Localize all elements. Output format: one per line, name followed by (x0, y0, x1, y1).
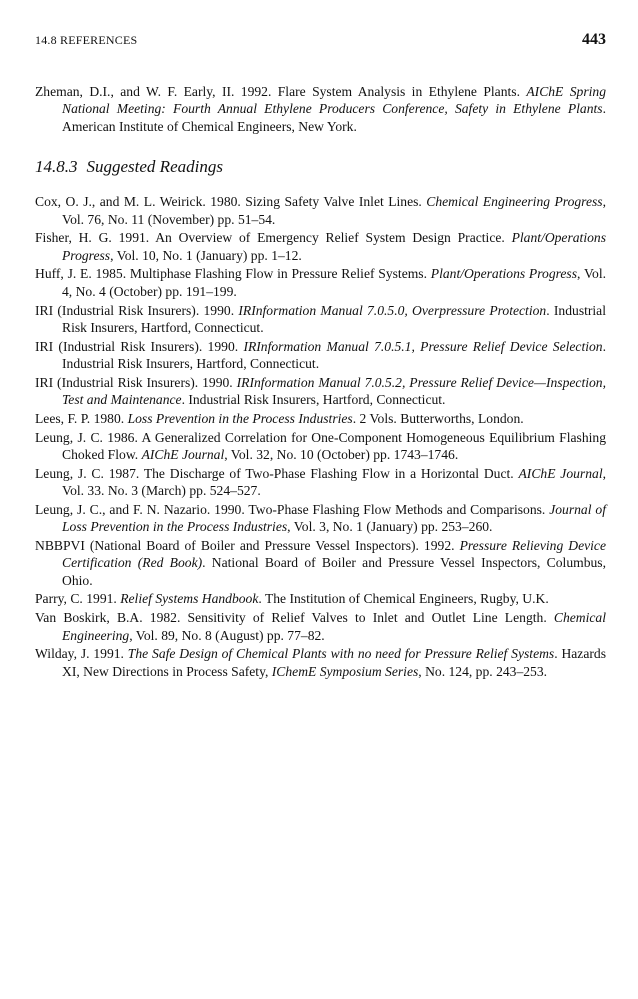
references-content (35, 83, 606, 681)
reference-text: Huff, J. E. 1985. Multiphase Flashing Flow in Pressure Relief Systems. (35, 266, 431, 282)
reference-text: , Vol. 10, No. 1 (January) pp. 1–12. (110, 247, 302, 263)
reference-text: Zheman, D.I., and W. F. Early, II. 1992. Flare System Analysis in Ethylene Plants. (35, 84, 527, 99)
reference-entry (35, 645, 606, 680)
reference-entry (35, 302, 606, 337)
reference-entry (35, 590, 606, 607)
reference-text: , Vol. 33. No. 3 (March) pp. 524–527. (62, 465, 606, 499)
section-title: Suggested Readings (86, 157, 223, 177)
reference-italic-text: IChemE Symposium Series (271, 663, 419, 679)
reference-text: Parry, C. 1991. (35, 591, 121, 607)
reference-entry (35, 537, 606, 589)
running-head (35, 31, 606, 51)
reference-text: Wilday, J. 1991. (35, 646, 128, 662)
reference-italic-text: IRInformation Manual 7.0.5.1, Pressure Relief Device Selection (243, 338, 603, 354)
reference-text: . 2 Vols. Butterworths, London. (352, 410, 524, 426)
reference-text: Fisher, H. G. 1991. An Overview of Emergency Relief System Design Practice. (35, 230, 512, 246)
reference-text: IRI (Industrial Risk Insurers). 1990. (35, 338, 244, 354)
reference-text: . Hazards XI, New Directions in Process Safety, (62, 646, 606, 679)
reference-entry (35, 193, 606, 228)
reference-italic-text: AIChE Spring National Meeting: Fourth Annual Ethylene Producers Conference, Safety in Ethylene Plants (62, 84, 606, 117)
reference-italic-text: Relief Systems Handbook (120, 591, 259, 607)
reference-text: , Vol. 76, No. 11 (November) pp. 51–54. (62, 194, 606, 227)
suggested-readings-list (35, 193, 606, 680)
running-section-title: 14.8 REFERENCES (35, 33, 138, 47)
reference-entry (35, 465, 606, 500)
reference-entry (35, 265, 606, 300)
reference-text: . Industrial Risk Insurers, Hartford, Connecticut. (62, 338, 607, 372)
reference-italic-text: Journal of Loss Prevention in the Process Industries (62, 501, 606, 535)
reference-entry (35, 429, 606, 464)
reference-text: IRI (Industrial Risk Insurers). 1990. (35, 302, 239, 318)
reference-italic-text: IRInformation Manual 7.0.5.0, Overpressure Protection (238, 302, 547, 318)
reference-text: Cox, O. J., and M. L. Weirick. 1980. Sizing Safety Valve Inlet Lines. (35, 194, 427, 210)
reference-entry (35, 410, 606, 427)
reference-text: Van Boskirk, B.A. 1982. Sensitivity of Relief Valves to Inlet and Outlet Line Length. (35, 610, 554, 626)
reference-text: Leung, J. C. 1987. The Discharge of Two-Phase Flashing Flow in a Horizontal Duct. (35, 465, 519, 481)
reference-entry (35, 338, 606, 373)
reference-italic-text: Plant/Operations Progress (62, 230, 606, 263)
reference-entry (35, 501, 606, 536)
reference-text: , No. 124, pp. 243–253. (418, 663, 548, 679)
reference-text: . Industrial Risk Insurers, Hartford, Connecticut. (181, 392, 446, 408)
reference-entry (35, 609, 606, 644)
reference-text: NBBPVI (National Board of Boiler and Pressure Vessel Inspectors). 1992. (35, 537, 460, 553)
reference-italic-text: Plant/Operations Progress (430, 266, 578, 282)
reference-list-continued (35, 83, 606, 135)
reference-text: , Vol. 3, No. 1 (January) pp. 253–260. (287, 519, 493, 535)
reference-text: Leung, J. C. 1986. A Generalized Correlation for One-Component Homogeneous Equilibrium Flashing Choked Flow. (35, 429, 606, 462)
reference-text: , Vol. 4, No. 4 (October) pp. 191–199. (62, 266, 606, 299)
reference-text: . National Board of Boiler and Pressure Vessel Inspectors, Columbus, Ohio. (62, 555, 606, 588)
reference-entry (35, 229, 606, 264)
reference-text: IRI (Industrial Risk Insurers). 1990. (35, 374, 237, 390)
reference-entry (35, 374, 606, 409)
section-heading (35, 157, 606, 177)
reference-entry (35, 83, 606, 135)
reference-italic-text: Pressure Relieving Device Certification (Red Book) (62, 537, 606, 571)
reference-italic-text: Chemical Engineering Progress (426, 194, 603, 210)
reference-italic-text: The Safe Design of Chemical Plants with no need for Pressure Relief Systems (127, 646, 555, 662)
reference-text: Leung, J. C., and F. N. Nazario. 1990. Two-Phase Flashing Flow Methods and Comparisons. (35, 501, 550, 517)
reference-text: . American Institute of Chemical Engineers, New York. (62, 101, 606, 134)
reference-italic-text: Loss Prevention in the Process Industries (127, 410, 353, 426)
reference-text: , Vol. 89, No. 8 (August) pp. 77–82. (129, 627, 325, 643)
reference-italic-text: AIChE Journal (141, 446, 225, 462)
reference-text: . Industrial Risk Insurers, Hartford, Connecticut. (62, 302, 606, 335)
reference-text: . The Institution of Chemical Engineers, Rugby, U.K. (258, 591, 549, 607)
section-number: 14.8.3 (35, 157, 78, 177)
reference-italic-text: AIChE Journal (518, 465, 603, 481)
page-number: 443 (582, 31, 606, 48)
reference-italic-text: Chemical Engineering (62, 610, 606, 643)
reference-italic-text: IRInformation Manual 7.0.5.2, Pressure Relief Device—Inspection, Test and Maintenance (62, 374, 607, 408)
reference-text: , Vol. 32, No. 10 (October) pp. 1743–1746. (224, 446, 459, 462)
reference-text: Lees, F. P. 1980. (35, 410, 128, 426)
